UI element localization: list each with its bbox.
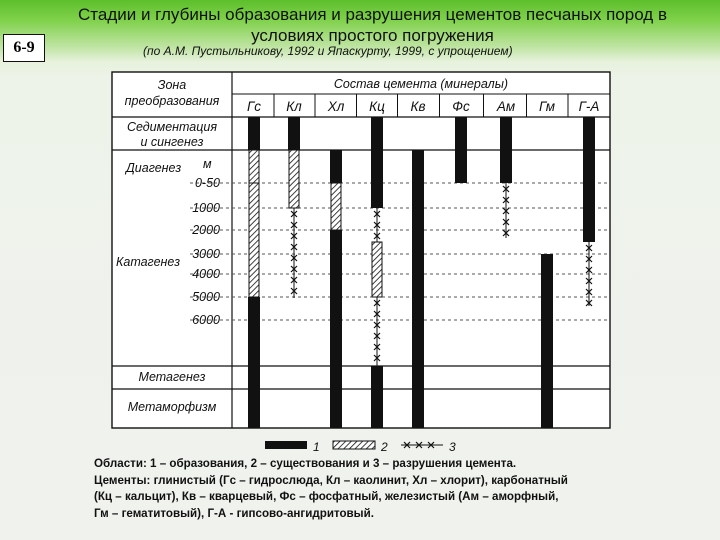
slide-title-line-2: условиях простого погружения — [251, 26, 494, 45]
column-label-8: Гм — [538, 99, 556, 114]
range-Гс-hatched — [249, 150, 259, 183]
stage-diagenesis-label: Диагенез — [126, 161, 182, 175]
slide-title-line-1: Стадии и глубины образования и разрушения цементов песчаных пород в — [78, 5, 667, 24]
range-Хл-solid — [330, 150, 342, 183]
column-label-6: Фс — [452, 99, 470, 114]
depth-label: 6000 — [192, 313, 220, 327]
range-Кл-solid — [288, 117, 300, 150]
range-Кц-solid — [371, 150, 383, 208]
range-Кв-solid — [412, 320, 424, 428]
depth-label: 2000 — [192, 223, 220, 237]
depth-label: 0-50 — [194, 176, 220, 190]
range-Фс-solid — [455, 117, 467, 183]
column-label-2: Кл — [286, 99, 302, 114]
slide-subtitle: (по А.М. Пустыльникову, 1992 и Япаскурту, 1999, с упрощением) — [143, 44, 513, 58]
range-Ам-solid — [500, 117, 512, 183]
stage-sediment-label: Седиментация — [126, 120, 218, 134]
stage-catagenesis-label: Катагенез — [116, 255, 181, 269]
legend-label-3: 3 — [449, 440, 456, 454]
depth-label: 3000 — [192, 247, 220, 261]
legend-swatch-crossed — [401, 442, 443, 448]
legend-swatch-hatched — [333, 441, 375, 449]
column-label-1: Гс — [246, 99, 262, 114]
column-label-4: Кц — [369, 99, 385, 114]
zone-header-label: Зона — [157, 78, 187, 92]
legend-swatch-solid — [265, 441, 307, 449]
depth-label: 1000 — [192, 201, 220, 215]
range-Кв-solid — [412, 183, 424, 320]
legend-label-2: 2 — [381, 440, 388, 454]
range-Кц-solid — [371, 117, 383, 150]
stage-sediment-label: и сингенез — [140, 135, 204, 149]
legend-label-1: 1 — [313, 440, 320, 454]
range-Гс-solid — [248, 297, 260, 389]
range-Кл-hatched — [289, 150, 299, 208]
column-label-9: Г-А — [578, 99, 600, 114]
range-Г-А-solid — [583, 117, 595, 242]
legend — [265, 440, 456, 454]
caption-line-2: Цементы: глинистый (Гс – гидрослюда, Кл – каолинит, Хл – хлорит), карбонатный — [94, 473, 568, 487]
caption — [94, 456, 694, 522]
range-Хл-hatched — [331, 183, 341, 230]
range-Хл-solid — [330, 320, 342, 428]
range-Кц-solid — [371, 366, 383, 428]
range-Гс-hatched — [249, 183, 259, 297]
range-Гм-solid — [541, 389, 553, 428]
range-Кв-solid — [412, 150, 424, 183]
zone-header-label: преобразования — [124, 94, 220, 108]
column-label-3: Хл — [327, 99, 345, 114]
range-Гм-solid — [541, 254, 553, 389]
depth-unit-label: м — [203, 157, 212, 171]
range-Кц-hatched — [372, 242, 382, 297]
range-Хл-solid — [330, 230, 342, 320]
slide-number: 6-9 — [3, 34, 45, 62]
depth-label: 5000 — [192, 290, 220, 304]
stage-metagenesis-label: Метагенез — [138, 370, 206, 384]
column-label-5: Кв — [410, 99, 426, 114]
depth-label: 4000 — [192, 267, 220, 281]
stage-metamorphism-label: Метаморфизм — [127, 400, 217, 414]
caption-line-4: Гм – гематитовый), Г-А - гипсово-ангидритовый. — [94, 506, 374, 520]
cement-header-label: Состав цемента (минералы) — [333, 77, 509, 91]
caption-line-3: (Кц – кальцит), Кв – кварцевый, Фс – фосфатный, железистый (Ам – аморфный, — [94, 490, 559, 503]
range-Гс-solid — [248, 117, 260, 150]
caption-line-1: Области: 1 – образования, 2 – существования и 3 – разрушения цемента. — [94, 457, 517, 470]
column-label-7: Ам — [496, 99, 516, 114]
range-Гс-solid — [248, 389, 260, 428]
